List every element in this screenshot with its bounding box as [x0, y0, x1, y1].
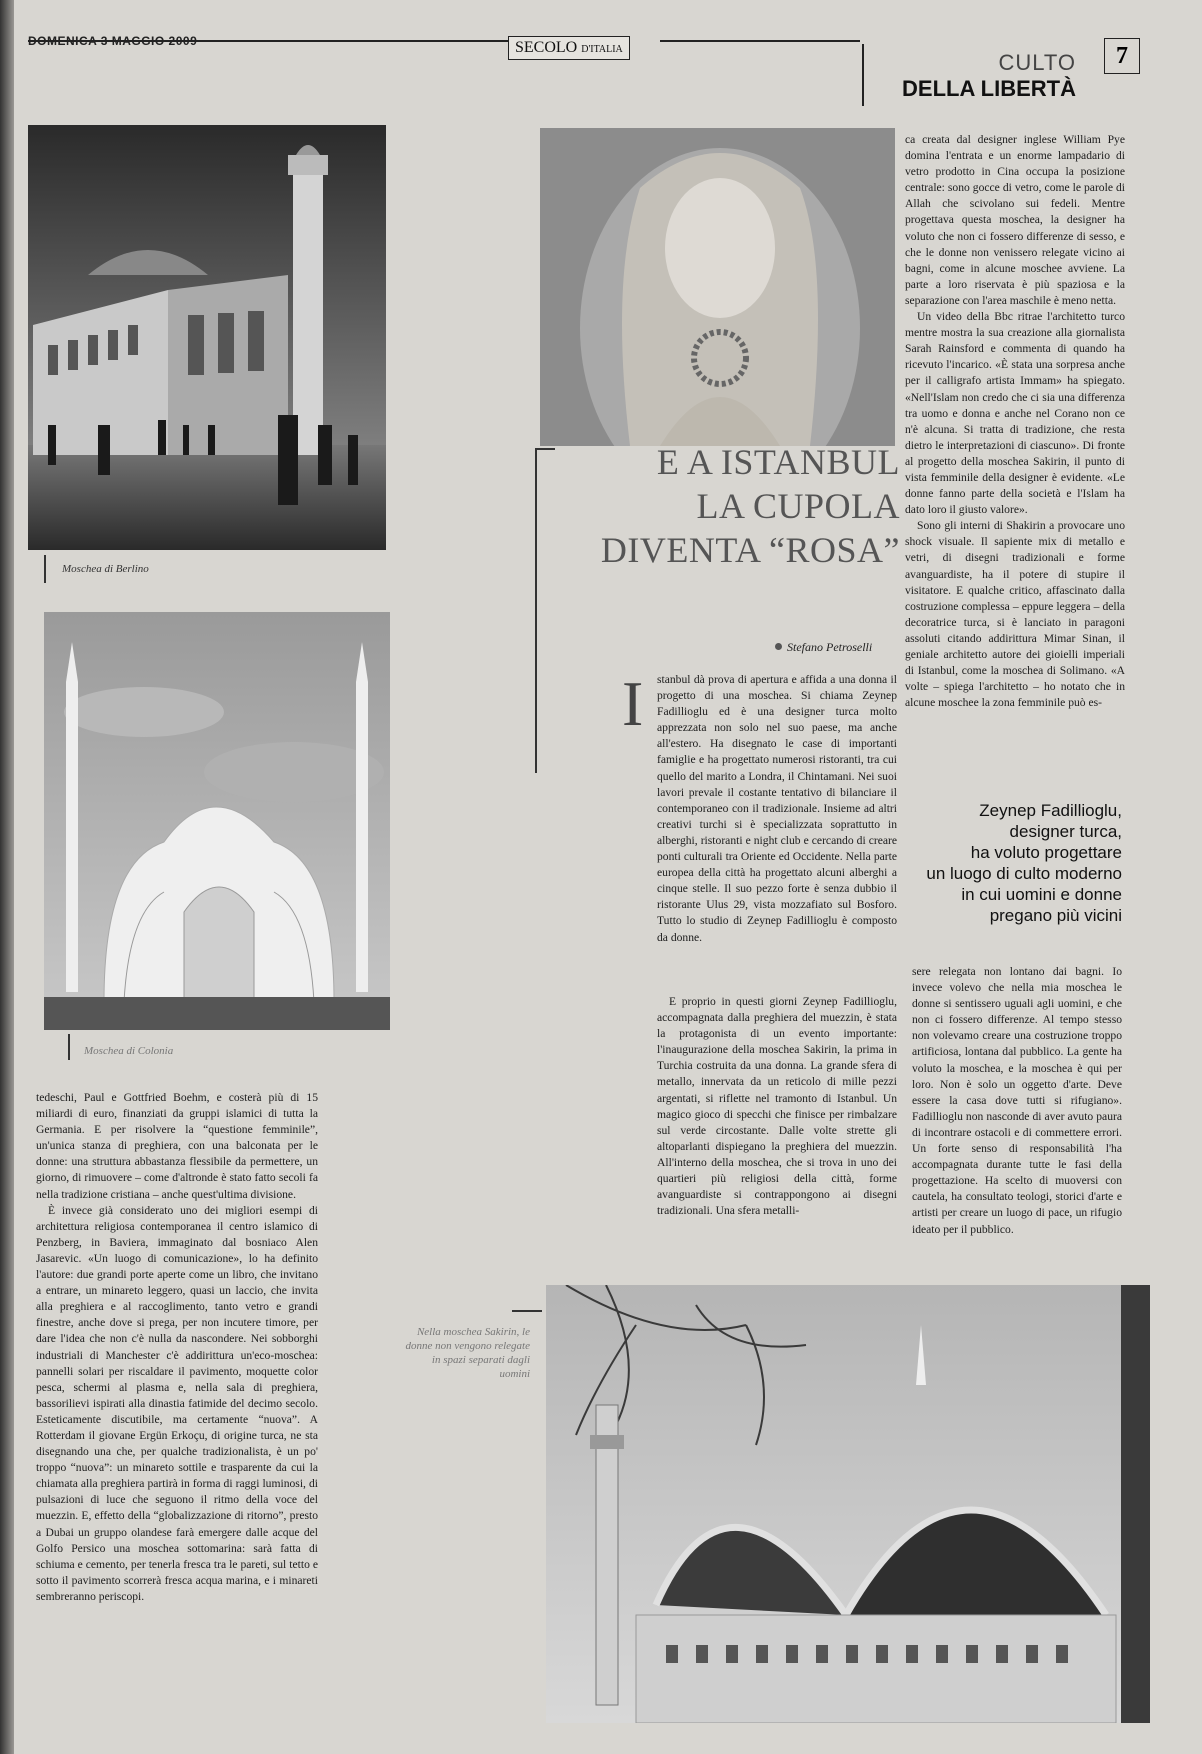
pull-quote-line: ha voluto progettare: [970, 843, 1122, 862]
photo-cologne-mosque: [44, 612, 390, 1030]
photo-sakirin-mosque: [546, 1285, 1150, 1723]
paragraph: tedeschi, Paul e Gottfried Boehm, e costerà più di 15 miliardi di euro, finanziati da gruppi islamici di tutta la Germania. E per risolvere la “questione femminile”, un'unica stanza di preghiera, con una balconata per le donne: una struttura abbastanza flessibile da permettere, un giorno, di rimuovere – come d'altronde è stato fatto secoli fa nella tradizione cristiana – anche quest'ultima divisione.: [36, 1091, 318, 1201]
headline-line-1: E A ISTANBUL: [656, 442, 900, 482]
drop-cap: I: [622, 668, 644, 739]
paragraph: Sono gli interni di Shakirin a provocare uno shock visuale. Il sapiente mix di metallo e vetri, di disegni tradizionali e forme avanguardiste, ha il potere di stupire il visitatore. E qualche critico, affascinato dalla costruzione complessa – eppure leggera – della decoratrice turca, si è lanciato in paragoni assoluti citando addirittura Mimar Sinan, il geniale architetto autore dei gioielli imperiali di Istanbul, come la moschea di Solimano. «A volte – spiega l'architetto – ho notato che in alcune moschee la zona femminile può es-: [905, 519, 1125, 710]
article-column-mid: [657, 994, 897, 1219]
section-label-line1: CULTO: [998, 50, 1076, 75]
headline-line-3: DIVENTA “ROSA”: [600, 530, 900, 570]
masthead-title: SECOLO: [515, 39, 578, 56]
paragraph: sere relegata non lontano dai bagni. Io invece volevo che nella mia moschea le donne si sentissero uguali agli uomini, e che non ci fossero differenze. Al tempo stesso non volevamo creare una costruzione troppo artificiosa, lontana dal pubblico. La gente ha voluto la moschea, e la moschea è qui per loro. Non è solo un oggetto d'arte. Deve essere la casa dove tutti si rifugiano». Fadillioglu non nasconde di aver avuto paura di incontrare ostacoli e di commettere errori. Un forte senso di responsabilità l'ha accompagnata durante tutte le fasi della progettazione. Ha scelto di muoversi con cautela, ha consultato teologi, storici d'arte e artisti per creare un luogo di pace, un rifugio ideato per il pubblico.: [912, 965, 1122, 1236]
article-headline: [540, 440, 900, 572]
caption-bar: [68, 1034, 70, 1060]
photo-designer-portrait: [540, 128, 895, 446]
headline-line-2: LA CUPOLA: [696, 486, 900, 526]
pull-quote-line: Zeynep Fadillioglu,: [979, 801, 1122, 820]
caption-sakirin: Nella moschea Sakirin, le donne non vengono relegate in spazi separati dagli uomini: [405, 1326, 530, 1380]
byline: [775, 640, 905, 655]
bullet-icon: [775, 643, 782, 650]
paragraph: stanbul dà prova di apertura e affida a una donna il progetto di una moschea. Si chiama Zeynep Fadillioglu ed è una designer turca molto apprezzata non solo nel suo paese, ma anche all'estero. Ha disegnato le case di importanti famiglie e ha progettato numerosi ristoranti, tra cui quello del marito a Londra, il Chintamani. Nei suoi lavori prevale il costante tentativo di bilanciare il contemporaneo con il tradizionale. Insieme ad altri creativi turchi si è specializzata soprattutto in alberghi, ristoranti e night club e cercando di creare ponti culturali tra Oriente ed Occidente. Nella parte europea della città ha progettato alcuni alberghi a cinque stelle. Il suo pezzo forte è senza dubbio il ristorante Ulus 29, vista mozzafiato sul Bosforo. Tutto lo studio di Zeynep Fadillioglu è composto da donne.: [657, 673, 897, 944]
page-number: 7: [1104, 38, 1140, 74]
pull-quote-line: un luogo di culto moderno: [926, 864, 1122, 883]
caption-berlin: Moschea di Berlino: [62, 563, 149, 575]
header-rule-right: [660, 40, 860, 42]
article-column-right-bottom: [912, 964, 1122, 1238]
pull-quote-line: designer turca,: [1009, 822, 1122, 841]
headline-rule: [535, 448, 537, 773]
paragraph: ca creata dal designer inglese William Pye domina l'entrata e un enorme lampadario di vetro prodotto in Cina occupa la posizione centrale: sono gocce di vetro, come le parole di Allah che scivolano sui fedeli. Mentre progettava questa moschea, la designer ha voluto che non ci fossero differenze di sesso, e che le donne non venissero relegate vicino ai bagni, come in alcune moschee avviene. La parte a loro riservata è più spaziosa e la separazione con l'area maschile è meno netta.: [905, 133, 1125, 307]
caption-bar: [512, 1310, 542, 1312]
photo-berlin-mosque: [28, 125, 386, 550]
caption-bar: [44, 555, 46, 583]
masthead-subtitle: D'ITALIA: [581, 44, 623, 55]
article-column-right-top: [905, 132, 1125, 711]
issue-date: DOMENICA 3 MAGGIO 2009: [28, 34, 198, 48]
caption-cologne: Moschea di Colonia: [84, 1045, 174, 1057]
pull-quote-line: pregano più vicini: [989, 906, 1122, 925]
header-rule: [28, 40, 508, 42]
author-name: Stefano Petroselli: [787, 640, 873, 654]
pull-quote: [900, 800, 1122, 926]
paragraph: E proprio in questi giorni Zeynep Fadillioglu, accompagnata dalla preghiera del muezzin, è stata la protagonista di un evento importante: l'inaugurazione della moschea Sakirin, la prima in Turchia costruita da una donna. La grande sfera di metallo, innervata da un reticolo di mille pezzi argentati, si riflette nel tramonto di Istanbul. Un magico gioco di specchi che finisce per rimbalzare sul verde circostante. Dalle volte strette gli altoparlanti dispiegano la preghiera del muezzin. All'interno della moschea, che si trova in uno dei quartieri più religiosi della città, forme avanguardiste si contrappongono ai disegni tradizionali. Una sfera metalli-: [657, 995, 897, 1218]
article-column-left: [36, 1090, 318, 1605]
section-label: [862, 44, 1084, 106]
pull-quote-line: in cui uomini e donne: [961, 885, 1122, 904]
article-column-mid-top: [657, 672, 897, 946]
paragraph: Un video della Bbc ritrae l'architetto turco mentre mostra la sua creazione alla giornalista Sarah Rainsford e commenta di quando ha ricevuto l'incarico. «È stata una sorpresa anche per il calligrafo artista Immam» ha spiegato. «Nell'Islam non credo che ci sia una differenza tra uomo e donna e anche nel Corano non ce n'è alcuna. Si tratta di tradizione, che resta dietro le interpretazioni di ciascuno». Di fronte al progetto della moschea Sakirin, il punto di vista femminile della designer è evidente. «Le donne fanno parte della società e l'Islam ha dato loro il giusto valore».: [905, 310, 1125, 517]
section-label-line2: DELLA LIBERTÀ: [902, 76, 1076, 101]
masthead: [508, 36, 630, 60]
paragraph: È invece già considerato uno dei migliori esempi di architettura religiosa contemporanea il centro islamico di Penzberg, in Baviera, immaginato dal bosniaco Alen Jasarevic. «Un luogo di comunicazione», lo ha definito l'autore: due grandi porte aperte come un libro, che invitano a entrare, un minareto leggero, quasi un laccio, che invita alla preghiera e al raccoglimento, tanto vetro e grandi finestre, anche dove si prega, per non incutere timore, per dare l'idea che non c'è nulla da nascondere. Nei sobborghi industriali di Manchester c'è addirittura un'eco-moschea: pannelli solari per riscaldare il pavimento, moquette color pesca, schermi al plasma e, nella sala di preghiera, bassorilievi ispirati alla dinastia fatimide del decimo secolo. Esteticamente discutibile, ma certamente “nuova”. A Rotterdam il giovane Ergün Erkoçu, di origine turca, ne sta disegnando una che, per qualche tradizionalista, è un po' troppo “nuova”: un minareto sottile e trasparente da cui la chiamata alla preghiera partirà in forma di raggi luminosi, di pulsazioni di luce che seguono il ritmo della voce del muezzin. E, effetto della “globalizzazione di ritorno”, presto a Dubai un gruppo olandese farà emergere dalle acque del Golfo Persico una moschea sottomarina: sarà fatta di schiuma e cemento, per tenerla fresca tra le pareti, sul tetto e sotto il pavimento scorrerà fresca acqua marina, e i minareti sembreranno periscopi.: [36, 1203, 318, 1603]
page-binding-shadow: [0, 0, 14, 1754]
